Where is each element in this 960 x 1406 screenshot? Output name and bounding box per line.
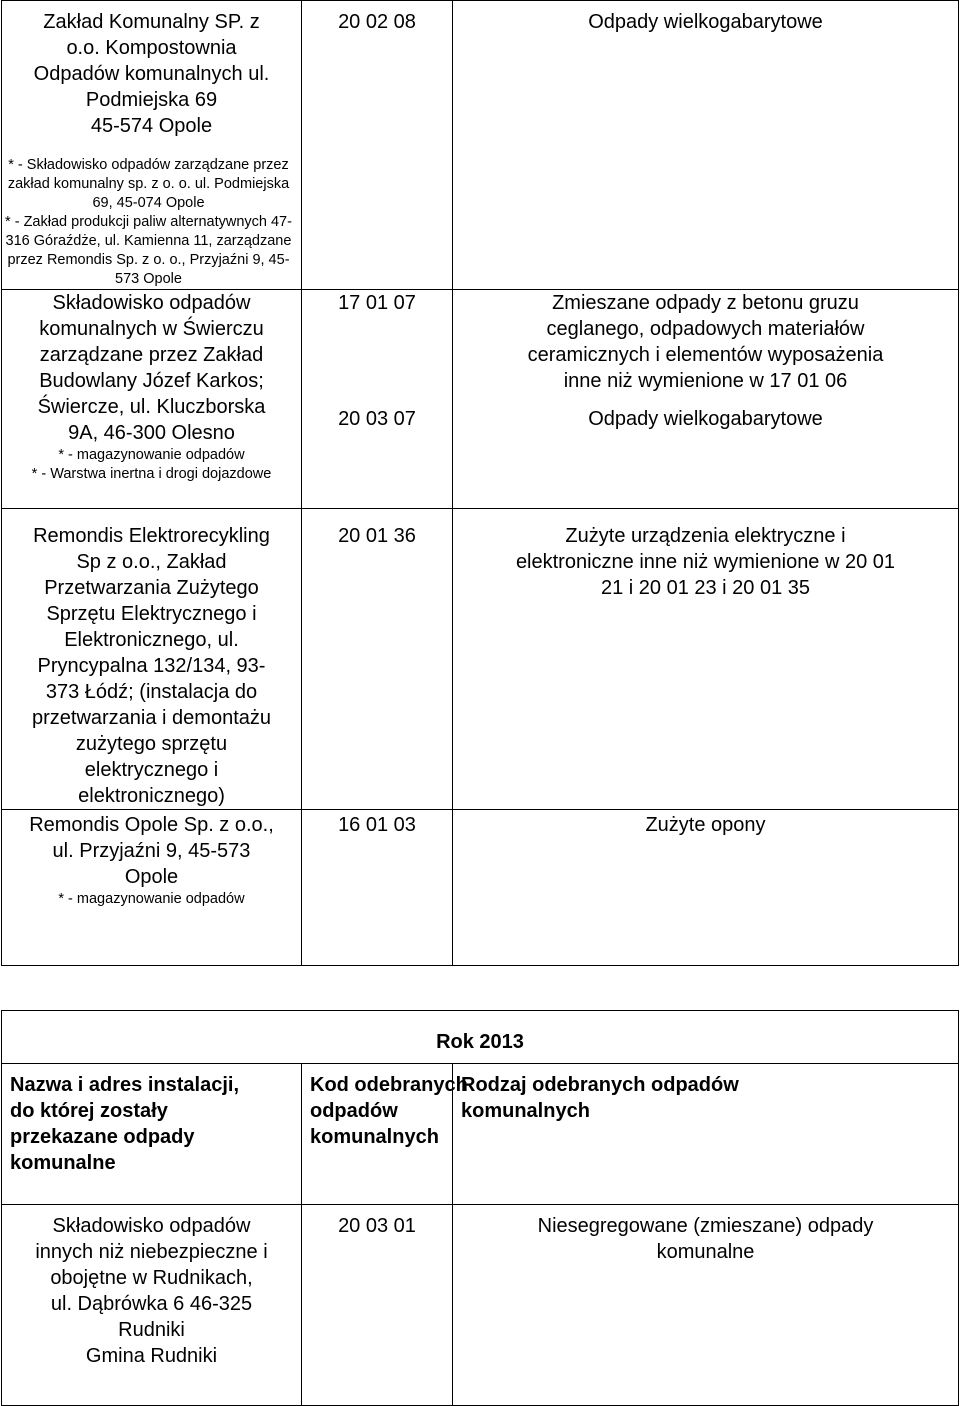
table-header-row: [2, 1064, 959, 1205]
waste-code: 20 03 07: [338, 408, 416, 430]
waste-type: Zużyte opony: [645, 814, 766, 836]
table-row: [2, 509, 959, 810]
table-row: [2, 1011, 959, 1064]
installations-table-previous-year: [1, 0, 959, 966]
waste-type-cell: [453, 509, 959, 810]
installation-notes: * - magazynowanie odpadów: [58, 891, 245, 907]
waste-code-cell: [302, 509, 453, 810]
waste-code-cell: [302, 1205, 453, 1406]
table-row: [2, 1205, 959, 1406]
table-row: [2, 810, 959, 966]
installation-cell: [2, 509, 302, 810]
installations-table-2013: [1, 1010, 959, 1406]
waste-type-cell: [453, 810, 959, 966]
waste-type-cell: [453, 290, 959, 509]
installation-name: Remondis Elektrorecykling Sp z o.o., Zakład Przetwarzania Zużytego Sprzętu Elektrycznego i Elektronicznego, ul. Pryncypalna 132/134, 93- 373 Łódź; (instalacja do przetwarzania i demontażu zużytego sprzętu elektrycznego i elektronicznego): [31, 525, 271, 807]
waste-code-cell: [302, 290, 453, 509]
waste-code: 20 02 08: [338, 11, 416, 33]
waste-type: Zużyte urządzenia elektryczne i elektroniczne inne niż wymienione w 20 01 21 i 20 01 23 i 20 01 35: [515, 525, 896, 599]
installation-name: Remondis Opole Sp. z o.o., ul. Przyjaźni 9, 45-573 Opole: [29, 814, 274, 888]
installation-name: Zakład Komunalny SP. z o.o. Kompostownia Odpadów komunalnych ul. Podmiejska 69 45-574 Opole: [33, 11, 270, 137]
year-title: Rok 2013: [436, 1031, 524, 1053]
waste-code: 16 01 03: [338, 814, 416, 836]
waste-type-cell: [453, 1205, 959, 1406]
waste-code-cell: [302, 1, 453, 290]
waste-type: Odpady wielkogabarytowe: [588, 408, 823, 430]
waste-type: Niesegregowane (zmieszane) odpady komunalne: [537, 1215, 874, 1263]
waste-code: 20 01 36: [338, 525, 416, 547]
installation-cell: [2, 1, 302, 290]
waste-code-cell: [302, 810, 453, 966]
header-waste-type: Rodzaj odebranych odpadów komunalnych: [453, 1064, 959, 1205]
installation-cell: [2, 1205, 302, 1406]
table-row: [2, 290, 959, 509]
year-title-cell: [2, 1011, 959, 1064]
header-waste-code: Kod odebranych odpadów komunalnych: [302, 1064, 453, 1205]
waste-type-cell: [453, 1, 959, 290]
installation-name: Składowisko odpadów komunalnych w Świerczu zarządzane przez Zakład Budowlany Józef Karkos; Świercze, ul. Kluczborska 9A, 46-300 Olesno: [37, 292, 266, 444]
installation-cell: [2, 290, 302, 509]
header-installation: Nazwa i adres instalacji, do której zostały przekazane odpady komunalne: [2, 1064, 302, 1205]
waste-type: Odpady wielkogabarytowe: [588, 11, 823, 33]
installation-cell: [2, 810, 302, 966]
waste-code: 20 03 01: [338, 1215, 416, 1237]
installation-notes: * - Składowisko odpadów zarządzane przez zakład komunalny sp. z o. o. ul. Podmiejska 69, 45-074 Opole * - Zakład produkcji paliw alternatywnych 47- 316 Góraźdże, ul. Kamienna 11, zarządzane przez Remondis Sp. z o. o., Przyjaźni 9, 45- 573 Opole: [5, 157, 292, 287]
installation-notes: * - magazynowanie odpadów * - Warstwa inertna i drogi dojazdowe: [31, 447, 272, 482]
waste-code: 17 01 07: [338, 292, 416, 314]
installation-name: Składowisko odpadów innych niż niebezpieczne i obojętne w Rudnikach, ul. Dąbrówka 6 46-325 Rudniki Gmina Rudniki: [35, 1215, 268, 1367]
waste-type: Zmieszane odpady z betonu gruzu ceglanego, odpadowych materiałów ceramicznych i elementów wyposażenia inne niż wymienione w 17 01 06: [527, 292, 884, 392]
table-row: [2, 1, 959, 290]
